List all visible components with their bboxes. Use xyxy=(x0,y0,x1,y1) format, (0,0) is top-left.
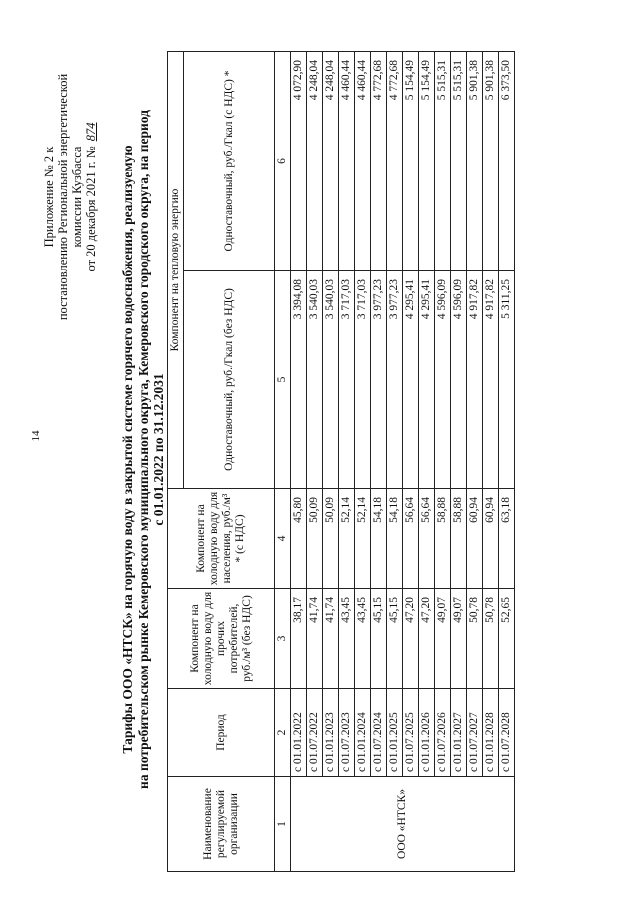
header-heat-group: Компонент на тепловую энергию xyxy=(168,51,184,488)
cell-heat-vat: 4 460,44 xyxy=(355,51,371,270)
cell-heat-no-vat: 4 917,82 xyxy=(467,271,483,489)
cell-heat-no-vat: 3 717,03 xyxy=(339,271,355,489)
column-index: 4 xyxy=(275,489,291,589)
cell-period: с 01.01.2027 xyxy=(451,689,467,777)
cell-cold-pop: 50,09 xyxy=(323,489,339,589)
cell-period: с 01.01.2022 xyxy=(291,689,307,777)
column-index: 6 xyxy=(275,51,291,270)
cell-period: с 01.07.2024 xyxy=(371,689,387,777)
table-row xyxy=(499,51,515,871)
cell-cold-pop: 52,14 xyxy=(339,489,355,589)
cell-heat-vat: 5 154,49 xyxy=(419,51,435,270)
table-row xyxy=(467,51,483,871)
cell-cold-pop: 56,64 xyxy=(419,489,435,589)
cell-period: с 01.01.2024 xyxy=(355,689,371,777)
table-row xyxy=(323,51,339,871)
cell-cold-pop: 58,88 xyxy=(435,489,451,589)
appendix-date-text: от 20 декабря 2021 г. № xyxy=(84,146,98,272)
tariff-table xyxy=(167,51,515,872)
cell-period: с 01.07.2026 xyxy=(435,689,451,777)
table-row xyxy=(355,51,371,871)
header-org: Наименование регулируемой организации xyxy=(168,777,275,872)
cell-heat-vat: 4 772,68 xyxy=(371,51,387,270)
title-line-1: Тарифы ООО «НТСК» на горячую воду в закрытой системе горячего водоснабжения, реализуемую xyxy=(120,145,135,754)
cell-cold-other: 45,15 xyxy=(371,589,387,689)
cell-cold-other: 47,20 xyxy=(419,589,435,689)
org-name-cell: ООО «НТСК» xyxy=(291,777,515,872)
cell-heat-no-vat: 3 717,03 xyxy=(355,271,371,489)
cell-heat-vat: 5 901,38 xyxy=(483,51,499,270)
table-row xyxy=(387,51,403,871)
header-heat-vat: Одноставочный, руб./Гкал (с НДС) * xyxy=(184,51,275,270)
title-line-2: на потребительском рынке Кемеровского муниципального округа, Кемеровского городского округа, на период xyxy=(135,110,151,789)
appendix-header xyxy=(42,47,98,347)
cell-heat-no-vat: 5 311,25 xyxy=(499,271,515,489)
cell-heat-no-vat: 3 394,08 xyxy=(291,271,307,489)
column-index: 5 xyxy=(275,271,291,489)
table-row xyxy=(483,51,499,871)
appendix-line-1: Приложение № 2 к xyxy=(42,146,56,248)
column-index: 3 xyxy=(275,589,291,689)
cell-heat-no-vat: 4 596,09 xyxy=(451,271,467,489)
cell-heat-vat: 4 248,04 xyxy=(307,51,323,270)
cell-cold-pop: 56,64 xyxy=(403,489,419,589)
header-cold-population: Компонент на холодную воду для населения, руб./м³ * (с НДС) xyxy=(168,489,275,589)
cell-cold-other: 50,78 xyxy=(467,589,483,689)
rotated-page-content xyxy=(42,27,602,872)
cell-heat-vat: 6 373,50 xyxy=(499,51,515,270)
cell-cold-other: 50,78 xyxy=(483,589,499,689)
table-row xyxy=(451,51,467,871)
cell-period: с 01.07.2022 xyxy=(307,689,323,777)
title-line-3: с 01.01.2022 по 31.12.2031 xyxy=(151,373,166,526)
header-period: Период xyxy=(168,689,275,777)
header-cold-other: Компонент на холодную воду для прочих потребителей, руб./м³ (без НДС) xyxy=(168,589,275,689)
cell-heat-vat: 4 072,90 xyxy=(291,51,307,270)
cell-heat-vat: 4 248,04 xyxy=(323,51,339,270)
cell-heat-vat: 5 515,31 xyxy=(435,51,451,270)
cell-cold-other: 41,74 xyxy=(323,589,339,689)
appendix-line-4 xyxy=(84,47,98,347)
cell-cold-other: 43,45 xyxy=(355,589,371,689)
cell-cold-pop: 52,14 xyxy=(355,489,371,589)
appendix-line-2: постановлению Региональной энергетической xyxy=(56,73,70,321)
cell-heat-no-vat: 3 540,03 xyxy=(323,271,339,489)
cell-heat-vat: 4 772,68 xyxy=(387,51,403,270)
table-row xyxy=(339,51,355,871)
cell-period: с 01.01.2028 xyxy=(483,689,499,777)
cell-cold-other: 41,74 xyxy=(307,589,323,689)
column-index: 2 xyxy=(275,689,291,777)
cell-heat-vat: 4 460,44 xyxy=(339,51,355,270)
cell-period: с 01.07.2027 xyxy=(467,689,483,777)
cell-cold-other: 45,15 xyxy=(387,589,403,689)
cell-period: с 01.01.2023 xyxy=(323,689,339,777)
cell-cold-other: 49,07 xyxy=(451,589,467,689)
cell-heat-vat: 5 515,31 xyxy=(451,51,467,270)
handwritten-number: 874 xyxy=(84,122,98,142)
cell-heat-no-vat: 4 917,82 xyxy=(483,271,499,489)
table-row xyxy=(291,51,307,871)
table-row xyxy=(371,51,387,871)
table-row xyxy=(403,51,419,871)
table-row xyxy=(419,51,435,871)
cell-cold-pop: 50,09 xyxy=(307,489,323,589)
cell-cold-pop: 60,94 xyxy=(467,489,483,589)
column-index: 1 xyxy=(275,777,291,872)
cell-cold-pop: 60,94 xyxy=(483,489,499,589)
cell-heat-no-vat: 4 596,09 xyxy=(435,271,451,489)
cell-heat-vat: 5 901,38 xyxy=(467,51,483,270)
cell-cold-pop: 45,80 xyxy=(291,489,307,589)
cell-cold-other: 47,20 xyxy=(403,589,419,689)
cell-cold-other: 52,65 xyxy=(499,589,515,689)
cell-heat-no-vat: 3 977,23 xyxy=(387,271,403,489)
cell-period: с 01.01.2026 xyxy=(419,689,435,777)
cell-period: с 01.01.2025 xyxy=(387,689,403,777)
cell-heat-no-vat: 3 540,03 xyxy=(307,271,323,489)
cell-heat-no-vat: 4 295,41 xyxy=(403,271,419,489)
cell-heat-no-vat: 3 977,23 xyxy=(371,271,387,489)
cell-cold-pop: 54,18 xyxy=(371,489,387,589)
cell-period: с 01.07.2025 xyxy=(403,689,419,777)
cell-cold-other: 49,07 xyxy=(435,589,451,689)
cell-cold-other: 38,17 xyxy=(291,589,307,689)
page-number: 14 xyxy=(30,430,42,442)
header-heat-no-vat: Одноставочный, руб./Гкал (без НДС) xyxy=(184,271,275,489)
document-title xyxy=(120,35,167,864)
cell-cold-other: 43,45 xyxy=(339,589,355,689)
cell-heat-no-vat: 4 295,41 xyxy=(419,271,435,489)
cell-cold-pop: 58,88 xyxy=(451,489,467,589)
cell-cold-pop: 54,18 xyxy=(387,489,403,589)
table-row xyxy=(307,51,323,871)
cell-period: с 01.07.2028 xyxy=(499,689,515,777)
appendix-line-3: комиссии Кузбасса xyxy=(70,146,84,248)
cell-cold-pop: 63,18 xyxy=(499,489,515,589)
table-row xyxy=(435,51,451,871)
cell-period: с 01.07.2023 xyxy=(339,689,355,777)
cell-heat-vat: 5 154,49 xyxy=(403,51,419,270)
